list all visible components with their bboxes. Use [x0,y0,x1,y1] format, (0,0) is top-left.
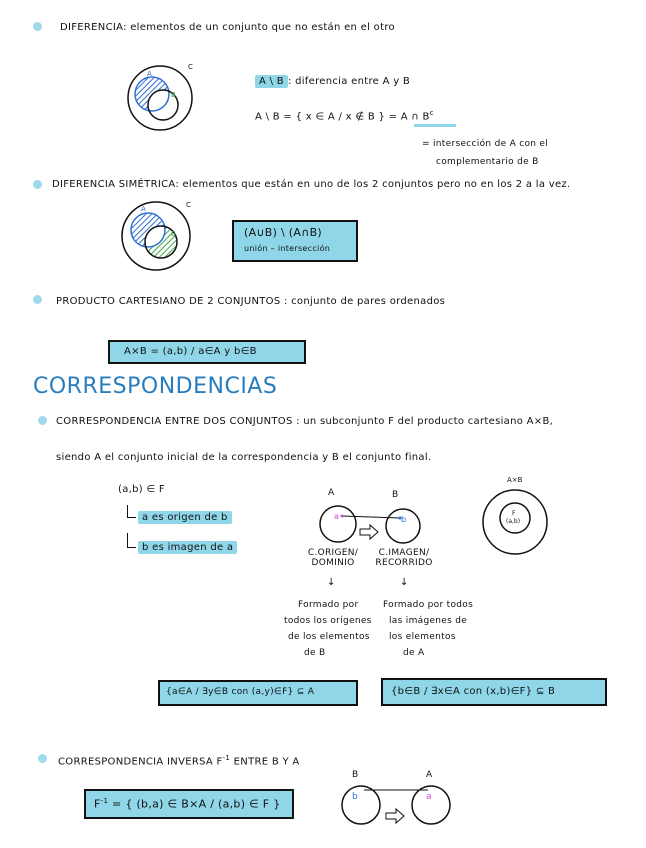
highlight-underline [414,124,456,127]
producto-box-formula: A×B = (a,b) / a∈A y b∈B [124,346,257,357]
pair-in-f: (a,b) ∈ F [118,484,165,495]
bullet-icon [33,180,42,189]
arrow-down-icon: ↓ [327,577,336,588]
inversa-sup: -1 [222,754,231,762]
arrow-right-icon [386,809,404,823]
diferencia-formula-line [255,109,434,122]
correspondencia-line2: siendo A el conjunto inicial de la correspondencia y B el conjunto final. [56,452,432,463]
bullet-icon [38,416,47,425]
diferencia-notation: A \ B [255,75,288,88]
venn-label-b: B [171,230,176,238]
diferencia-formula-sup: c [429,109,434,117]
bullet-icon [33,22,42,31]
mapping-line [342,516,400,518]
correspondencia-line1: CORRESPONDENCIA ENTRE DOS CONJUNTOS : un subconjunto F del producto cartesiano A×B, [56,416,554,427]
simetrica-box-formula: (A∪B) \ (A∩B) [244,226,323,239]
set-imagen-formula: {b∈B / ∃x∈A con (x,b)∈F} ⊆ B [391,686,556,697]
diferencia-line [60,22,395,33]
axb-diagram [470,470,560,560]
diferencia-formula: A \ B = { x ∈ A / x ∉ B } = A ∩ B [255,111,430,123]
venn-label-a: A [141,205,146,213]
axb-f: F [512,510,516,517]
origen-desc: Formado por todos los orígenes de los elementos de B [284,600,372,658]
simetrica-heading: DIFERENCIA SIMÉTRICA [52,179,176,190]
imagen-desc: Formado por todos las imágenes de los elementos de A [383,600,474,658]
diagram-label-b: B [392,490,399,500]
venn-simetrica [116,198,196,278]
inversa-box [84,789,294,819]
inverse-mapping-diagram [330,766,460,836]
element-a: a [426,792,432,802]
axb-ab: (a,b) [506,518,521,525]
diagram-label-b: B [352,770,359,780]
diagram-label-a: A [328,488,335,498]
element-a-dot [341,515,344,518]
diferencia-note-1: = intersección de A con el [422,139,549,149]
set-origen-box [158,680,358,706]
element-b: b [401,515,407,524]
simetrica-box-sub: unión – intersección [244,244,331,253]
bullet-icon [33,295,42,304]
producto-box [108,340,306,364]
diferencia-note-2: complementario de B [436,157,539,167]
diferencia-notation-desc: : diferencia entre A y B [287,76,411,87]
producto-heading: PRODUCTO CARTESIANO DE 2 CONJUNTOS [56,296,281,307]
inversa-heading: CORRESPONDENCIA INVERSA F [58,756,223,768]
simetrica-line [52,179,570,190]
producto-line [56,296,445,307]
origen-text: a es origen de b [138,512,232,523]
diferencia-heading: DIFERENCIA [60,22,124,33]
element-a: a [334,512,339,521]
element-b: b [352,792,358,802]
arrow-right-icon [360,525,378,539]
set-origen-formula: {a∈A / ∃y∈B con (a,y)∈F} ⊆ A [166,687,315,697]
origen-title: C.ORIGEN/ DOMINIO [307,548,359,568]
diagram-label-a: A [426,770,433,780]
axb-label: A×B [507,476,523,484]
venn-label-b: B [171,91,176,99]
branch-line [127,533,136,548]
set-imagen-box [381,678,607,706]
diferencia-notation-line [255,76,410,87]
inversa-heading-end: ENTRE B Y A [233,756,300,768]
venn-label-c: C [188,63,193,71]
simetrica-desc: : elementos que están en uno de los 2 conjuntos pero no en los 2 a la vez. [175,179,571,190]
simetrica-box [232,220,358,262]
branch-line [127,505,136,518]
bullet-icon [38,754,47,763]
venn-label-c: C [186,201,191,209]
diferencia-desc: : elementos de un conjunto que no están en el otro [123,22,395,33]
inversa-formula: $F^{-1}$ = { (b,a) ∈ B×A / (a,b) ∈ F } [94,797,281,811]
imagen-text: b es imagen de a [138,542,237,553]
inversa-line [58,754,300,767]
arrow-down-icon: ↓ [400,577,409,588]
set-b-circle [342,786,380,824]
imagen-title: C.IMAGEN/ RECORRIDO [375,548,433,568]
venn-label-a: A [147,70,152,78]
producto-desc: : conjunto de pares ordenados [283,296,446,307]
section-title: CORRESPONDENCIAS [33,374,278,399]
mapping-diagram [310,480,440,555]
venn-diferencia [120,60,200,140]
